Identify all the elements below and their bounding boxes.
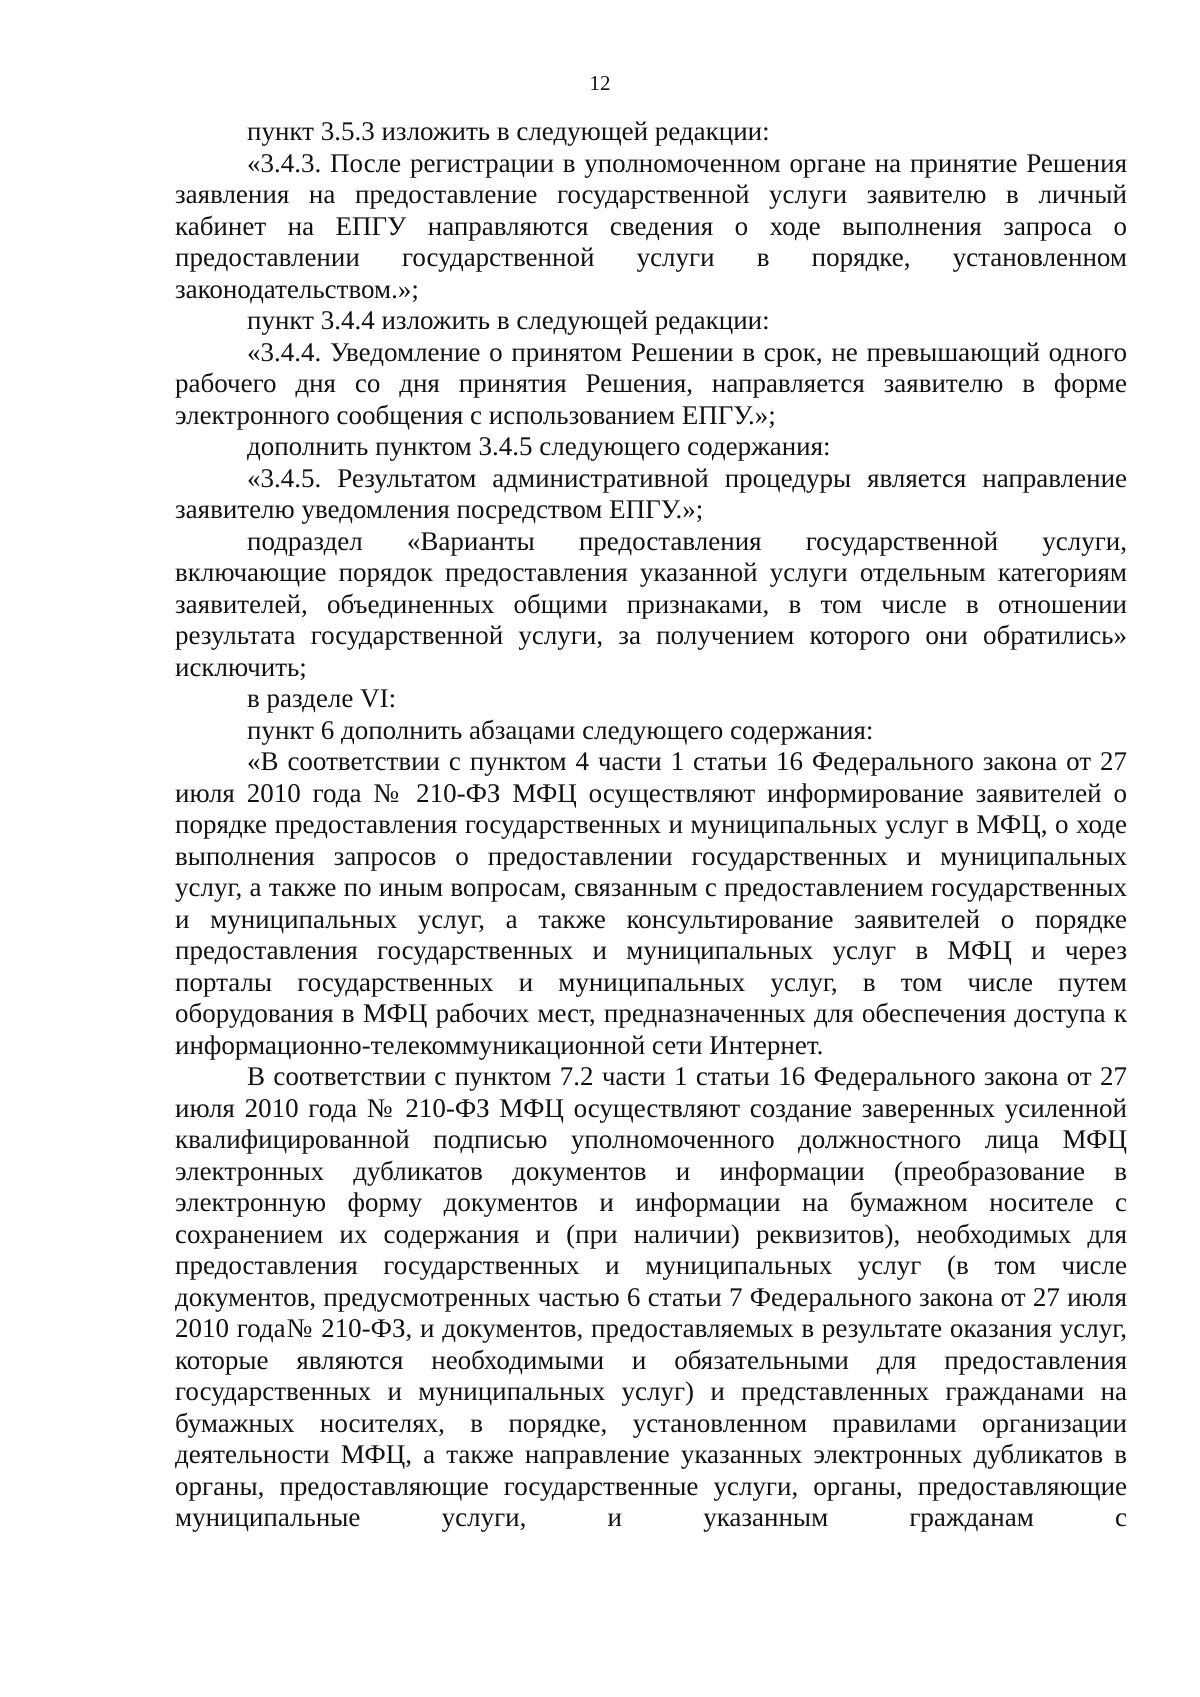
paragraph-3-4-4-text: «3.4.4. Уведомление о принятом Решении в срок, не превышающий одного рабочего дня со дня принятия Решения, направляется заявителю в форме электронного сообщения с использованием ЕПГУ.»; (175, 336, 1127, 430)
paragraph-amend-3-4-4: пункт 3.4.4 изложить в следующей редакции: (247, 305, 770, 335)
paragraph-section-vi: в разделе VI: (247, 683, 397, 713)
paragraph-mfc-duplicates: В соответствии с пунктом 7.2 части 1 статьи 16 Федерального закона от 27 июля 2010 года № 210-ФЗ МФЦ осуществляют создание заверенных усиленной квалифицированной подписью уполномоченного должностного лица МФЦ электронных дубликатов документов и информации (преобразование в электронную форму документов и информации на бумажном носителе с сохранением их содержания и (при наличии) реквизитов), необходимых для предоставления государственных и муниципальных услуг (в том числе документов, предусмотренных частью 6 статьи 7 Федерального закона от 27 июля 2010 года№ 210-ФЗ, и документов, предоставляемых в результате оказания услуг, которые являются необходимыми и обязательными для предоставления государственных и муниципальных услуг) и представленных гражданами на бумажных носителях, в порядке, установленном правилами организации деятельности МФЦ, а также направление указанных электронных дубликатов в органы, предоставляющие государственные услуги, органы, предоставляющие муниципальные услуги, и указанным гражданам с (175, 1061, 1127, 1532)
paragraph-mfc-informing: «В соответствии с пунктом 4 части 1 статьи 16 Федерального закона от 27 июля 2010 года № 210-ФЗ МФЦ осуществляют информирование заявителей о порядке предоставления государственных и муниципальных услуг в МФЦ, о ходе выполнения запросов о предоставлении государственных и муниципальных услуг, а также по иным вопросам, связанным с предоставлением государственных и муниципальных услуг, а также консультирование заявителей о порядке предоставления государственных и муниципальных услуг в МФЦ и через порталы государственных и муниципальных услуг, в том числе путем оборудования в МФЦ рабочих мест, предназначенных для обеспечения доступа к информационно-телекоммуникационной сети Интернет. (175, 746, 1127, 1060)
paragraph-subsection-exclude: подраздел «Варианты предоставления государственной услуги, включающие порядок предоставления указанной услуги отдельным категориям заявителей, объединенных общими признаками, в том числе в отношении результата государственной услуги, за получением которого они обратились» исключить; (175, 525, 1127, 682)
paragraph-3-4-5-text: «3.4.5. Результатом административной процедуры является направление заявителю уведомления посредством ЕПГУ.»; (175, 462, 1127, 524)
paragraph-3-4-3-text: «3.4.3. После регистрации в уполномоченном органе на принятие Решения заявления на предоставление государственной услуги заявителю в личный кабинет на ЕПГУ направляются сведения о ходе выполнения запроса о предоставлении государственной услуги в порядке, установленном законодательством.»; (175, 147, 1127, 304)
page-number: 12 (589, 71, 611, 95)
paragraph-item-6-add: пункт 6 дополнить абзацами следующего содержания: (247, 714, 874, 745)
paragraph-amend-3-5-3: пункт 3.5.3 изложить в следующей редакции: (247, 116, 770, 146)
document-body (175, 116, 1127, 1534)
paragraph-add-3-4-5: дополнить пунктом 3.4.5 следующего содержания: (247, 431, 831, 461)
